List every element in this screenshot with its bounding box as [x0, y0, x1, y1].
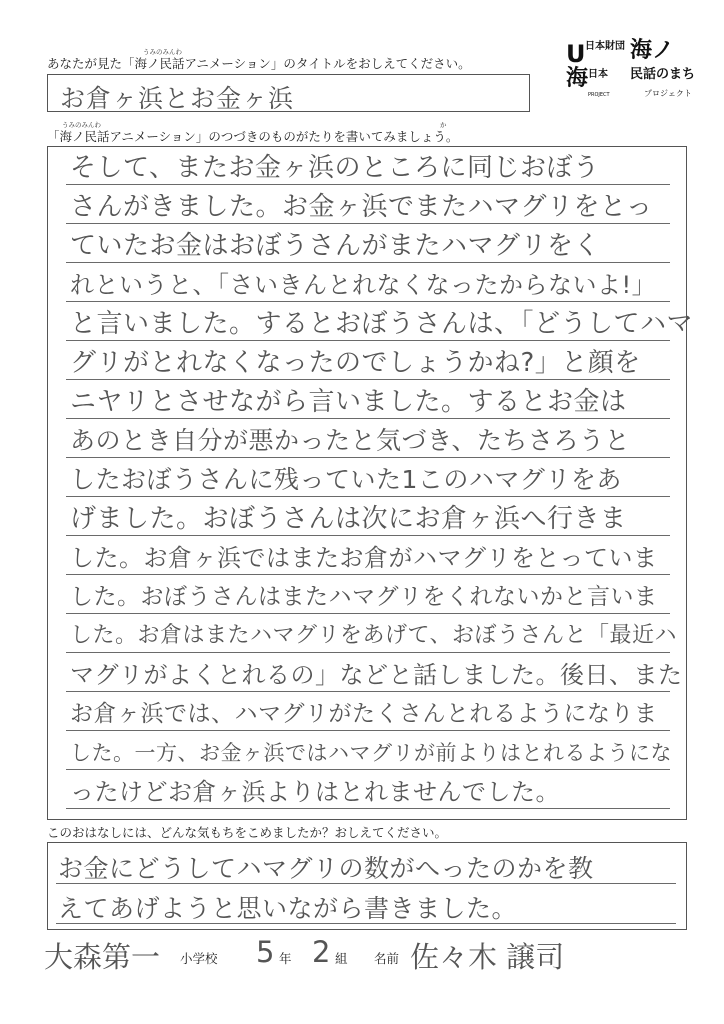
logo-zaidan: 財団	[605, 41, 625, 52]
story-line: マグリがよくとれるの」などと話しました。後日、また	[70, 661, 683, 689]
rule-line	[66, 223, 670, 224]
logo-umi-no: 海ノ	[630, 38, 675, 63]
feelings-answer-box[interactable]	[47, 842, 687, 930]
story-line: さんがきました。お金ヶ浜でまたハマグリをとっ	[70, 192, 653, 222]
story-line: したおぼうさんに残っていた1このハマグリをあ	[70, 465, 622, 494]
umi-no-minwa-logo	[566, 40, 716, 102]
story-line: した。お倉はまたハマグリをあげて、おぼうさんと「最近ハ	[70, 623, 678, 648]
rule-line	[66, 691, 670, 692]
q2-ruby: うみのみんわ	[62, 121, 101, 129]
story-line: した。おぼうさんはまたハマグリをくれないかと言いま	[70, 584, 658, 610]
rule-line	[66, 340, 670, 341]
story-line: ったけどお倉ヶ浜よりはとれませんでした。	[70, 778, 560, 806]
question-title: あなたが見た「海ノ民話アニメーション」のタイトルをおしえてください。	[47, 56, 471, 71]
rule-line	[66, 457, 670, 458]
story-line: グリがとれなくなったのでしょうかね?」と顔を	[70, 348, 641, 378]
rule-line	[66, 808, 670, 809]
rule-line	[66, 418, 670, 419]
title-answer: お倉ヶ浜とお金ヶ浜	[60, 84, 295, 113]
rule-line	[66, 613, 670, 614]
question-feelings: このおはなしには、どんな気もちをこめましたか？おしえてください。	[47, 825, 448, 840]
story-line: ニヤリとさせながら言いました。するとお金は	[70, 387, 627, 417]
logo-nippon: 日本	[585, 41, 605, 52]
q1-ruby: うみのみんわ	[143, 48, 182, 56]
name-label: 名前	[374, 951, 400, 966]
school-name: 大森第一	[44, 940, 161, 974]
rule-line	[66, 769, 670, 770]
logo-umi: 海	[566, 66, 589, 91]
grade-label: 年	[279, 951, 292, 966]
school-label: 小学校	[180, 951, 218, 966]
q2-ruby-kaku: か	[440, 121, 447, 129]
story-line: した。お倉ヶ浜ではまたお倉がハマグリをとっていま	[70, 544, 658, 572]
rule-line	[66, 730, 670, 731]
story-line: げました。おぼうさんは次にお倉ヶ浜へ行きま	[70, 504, 627, 534]
rule-line	[66, 652, 670, 653]
story-line: そして、またお金ヶ浜のところに同じおぼう	[70, 153, 600, 183]
story-line: れというと、「さいきんとれなくなったからないよ!」	[70, 271, 657, 299]
rule-line	[66, 535, 670, 536]
logo-minwa-no-machi: 民話のまち	[630, 67, 696, 82]
logo-hon: 日本	[588, 69, 608, 80]
question-story: 「海ノ民話アニメーション」のつづきのものがたりを書いてみましょう。	[47, 129, 459, 144]
class-label: 組	[335, 951, 348, 966]
rule-line	[66, 301, 670, 302]
story-answer-box[interactable]	[47, 146, 694, 820]
story-line: した。一方、お金ヶ浜ではハマグリが前よりはとれるようにな	[70, 741, 672, 765]
class-value: 2	[312, 935, 331, 969]
rule-line	[66, 496, 670, 497]
story-line: お倉ヶ浜では、ハマグリがたくさんとれるようになりま	[70, 701, 658, 727]
logo-project-label: PROJECT	[588, 92, 610, 98]
rule-line	[66, 379, 670, 380]
nippon-foundation-mark: U	[566, 40, 586, 68]
logo-project-kana: プロジェクト	[644, 89, 692, 98]
feelings-line: えてあげようと思いながら書きました。	[58, 894, 518, 923]
feelings-line: お金にどうしてハマグリの数がへったのかを教	[58, 854, 594, 883]
student-name: 佐々木 譲司	[410, 940, 565, 974]
rule-line	[66, 262, 670, 263]
rule-line	[66, 574, 670, 575]
story-line: あのとき自分が悪かったと気づき、たちさろうと	[70, 426, 631, 455]
title-answer-box[interactable]	[47, 74, 530, 112]
story-line: ていたお金はおぼうさんがまたハマグリをく	[70, 231, 601, 261]
rule-line	[66, 184, 670, 185]
grade-value: 5	[256, 935, 275, 969]
story-line: と言いました。するとおぼうさんは、「どうしてハマ	[70, 309, 694, 339]
